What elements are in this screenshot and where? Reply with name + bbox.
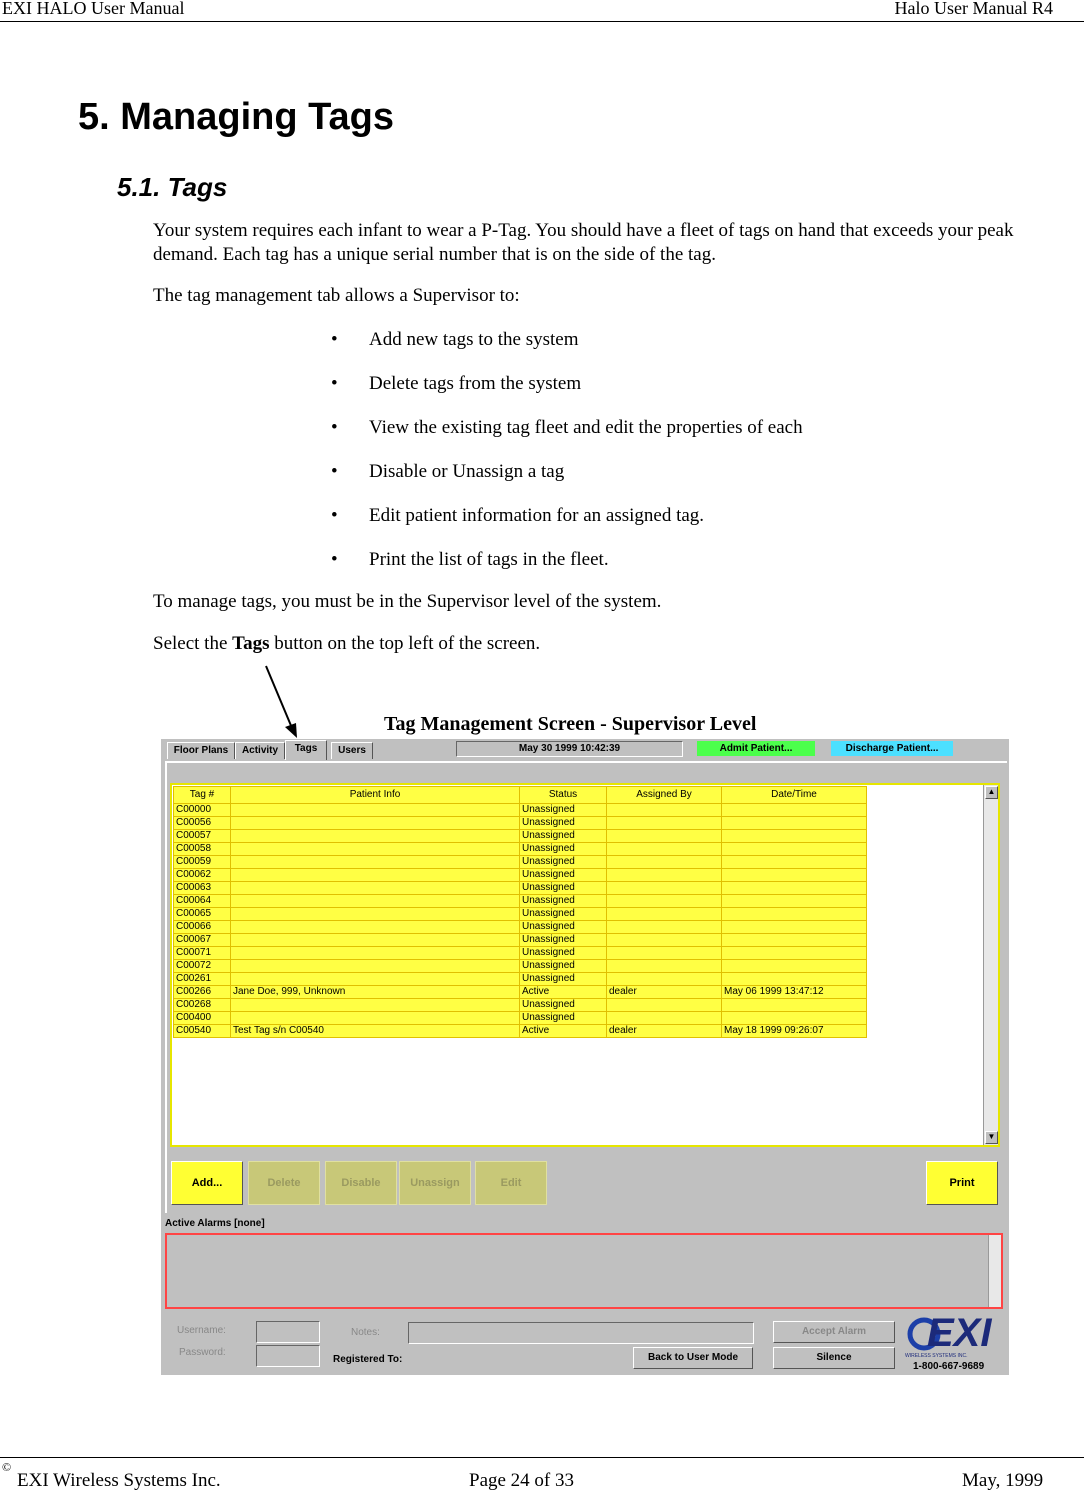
table-row[interactable] [174,986,867,999]
password-label: Password: [179,1347,226,1358]
table-cell [607,882,722,895]
password-input[interactable] [256,1345,320,1367]
table-cell: Jane Doe, 999, Unknown [231,986,520,999]
table-cell [607,973,722,986]
table-row[interactable] [174,804,867,817]
exi-logo [905,1311,1005,1373]
table-cell [722,1012,867,1025]
discharge-patient-button[interactable]: Discharge Patient... [831,741,953,756]
add-button[interactable]: Add... [171,1161,243,1205]
scroll-down-icon[interactable]: ▼ [985,1131,998,1144]
table-cell: Unassigned [520,843,607,856]
table-cell [722,843,867,856]
table-cell [722,908,867,921]
table-row[interactable] [174,960,867,973]
back-to-user-mode-button[interactable]: Back to User Mode [633,1347,753,1369]
table-cell: Unassigned [520,895,607,908]
table-cell: May 18 1999 09:26:07 [722,1025,867,1038]
table-cell: C00540 [174,1025,231,1038]
table-row[interactable] [174,856,867,869]
tag-management-screenshot [161,739,1009,1375]
table-cell: Unassigned [520,947,607,960]
table-cell [722,817,867,830]
table-cell: Unassigned [520,908,607,921]
table-cell [722,947,867,960]
allows-paragraph: The tag management tab allows a Supervisor to: [153,285,520,306]
table-cell: Unassigned [520,934,607,947]
table-cell: Unassigned [520,869,607,882]
table-cell: Active [520,986,607,999]
tab-floor-plans[interactable]: Floor Plans [167,742,235,759]
tag-list [170,783,1000,1147]
table-cell [231,882,520,895]
admit-patient-button[interactable]: Admit Patient... [697,741,815,756]
table-cell: C00072 [174,960,231,973]
table-cell [722,973,867,986]
table-cell [722,921,867,934]
table-cell: C00066 [174,921,231,934]
table-cell: dealer [607,986,722,999]
username-label: Username: [177,1325,226,1336]
logo-subtitle: WIRELESS SYSTEMS INC. [905,1353,968,1359]
table-cell [231,960,520,973]
active-alarms-label: Active Alarms [none] [165,1218,265,1229]
table-cell: Unassigned [520,882,607,895]
tab-users[interactable]: Users [331,742,373,759]
table-cell [231,817,520,830]
alarms-scrollbar[interactable] [988,1235,1001,1307]
footer-company: EXI Wireless Systems Inc. [17,1470,221,1491]
table-cell [607,856,722,869]
logo-text: EXI [927,1311,992,1355]
table-cell: C00400 [174,1012,231,1025]
username-input[interactable] [256,1321,320,1343]
table-cell [607,947,722,960]
notes-input[interactable] [408,1322,754,1344]
table-cell [722,999,867,1012]
table-row[interactable] [174,843,867,856]
table-cell [231,934,520,947]
footer-page-number: Page 24 of 33 [469,1470,575,1491]
notes-label: Notes: [351,1327,380,1338]
table-cell: Unassigned [520,804,607,817]
column-header[interactable]: Date/Time [722,787,867,804]
table-cell [607,804,722,817]
tab-tags[interactable]: Tags [285,740,327,760]
table-cell: May 06 1999 13:47:12 [722,986,867,999]
table-cell: C00000 [174,804,231,817]
table-cell [231,999,520,1012]
tab-activity[interactable]: Activity [235,742,285,759]
silence-button[interactable]: Silence [773,1347,895,1369]
table-cell: Unassigned [520,1012,607,1025]
datetime-display: May 30 1999 10:42:39 [456,741,683,757]
table-cell: Unassigned [520,973,607,986]
header-right: Halo User Manual R4 [894,0,1053,18]
table-cell: Unassigned [520,830,607,843]
section-title: 5.1. Tags [117,172,228,202]
table-cell [231,1012,520,1025]
table-cell [607,830,722,843]
table-cell [607,1012,722,1025]
edit-button[interactable]: Edit [475,1161,547,1205]
table-cell [231,973,520,986]
table-cell: C00063 [174,882,231,895]
table-cell [722,869,867,882]
column-header[interactable]: Status [520,787,607,804]
table-cell [231,830,520,843]
table-row[interactable] [174,947,867,960]
table-row[interactable] [174,830,867,843]
unassign-button[interactable]: Unassign [399,1161,471,1205]
table-cell [607,895,722,908]
table-cell [607,934,722,947]
table-cell [607,999,722,1012]
table-cell [231,843,520,856]
table-row[interactable] [174,869,867,882]
disable-button[interactable]: Disable [325,1161,397,1205]
table-cell: C00071 [174,947,231,960]
phone-number: 1-800-667-9689 [913,1361,985,1372]
table-cell: C00058 [174,843,231,856]
table-cell [722,934,867,947]
table-row[interactable] [174,999,867,1012]
table-cell: C00065 [174,908,231,921]
table-cell: Unassigned [520,921,607,934]
delete-button[interactable]: Delete [248,1161,320,1205]
scroll-up-icon[interactable]: ▲ [985,786,998,799]
table-cell [607,908,722,921]
table-cell: C00261 [174,973,231,986]
table-row[interactable] [174,895,867,908]
table-cell [231,947,520,960]
table-row[interactable] [174,908,867,921]
table-cell: C00064 [174,895,231,908]
tag-table [173,786,867,1038]
list-scrollbar[interactable] [983,785,998,1145]
table-cell [722,804,867,817]
supervisor-note: To manage tags, you must be in the Supervisor level of the system. [153,591,662,612]
footer-rule [0,1457,1084,1458]
table-cell: C00056 [174,817,231,830]
table-cell: Unassigned [520,999,607,1012]
table-row[interactable] [174,1025,867,1038]
table-row[interactable] [174,973,867,986]
select-instruction: Select the Tags button on the top left of the screen. [153,633,541,654]
table-cell [231,804,520,817]
table-cell [231,856,520,869]
table-cell: C00266 [174,986,231,999]
chapter-title: 5. Managing Tags [78,96,395,138]
figure-caption: Tag Management Screen - Supervisor Level [384,713,757,735]
table-cell: C00268 [174,999,231,1012]
table-cell [231,869,520,882]
table-row[interactable] [174,1012,867,1025]
table-cell [607,869,722,882]
registered-to-label: Registered To: [333,1354,403,1365]
column-header[interactable]: Patient Info [231,787,520,804]
table-row[interactable] [174,921,867,934]
table-cell: C00067 [174,934,231,947]
table-row[interactable] [174,817,867,830]
table-cell [231,895,520,908]
table-cell [607,960,722,973]
table-cell [607,817,722,830]
table-cell: Unassigned [520,960,607,973]
table-cell [722,895,867,908]
table-cell: Unassigned [520,817,607,830]
table-cell [607,843,722,856]
copyright-symbol: © [2,1460,12,1474]
header-left: EXI HALO User Manual [2,0,185,18]
table-cell [231,908,520,921]
table-cell [722,856,867,869]
intro-paragraph: Your system requires each infant to wear a P-Tag. You should have a fleet of tags on hand that exceeds your peak demand. Each tag has a unique serial number that is on the side of the tag. [153,220,1014,265]
print-button[interactable]: Print [926,1161,998,1205]
table-row[interactable] [174,934,867,947]
table-cell: Test Tag s/n C00540 [231,1025,520,1038]
table-cell: Unassigned [520,856,607,869]
table-cell: dealer [607,1025,722,1038]
table-cell [722,960,867,973]
column-header[interactable]: Tag # [174,787,231,804]
alarms-list [165,1233,1003,1309]
table-cell [607,921,722,934]
column-header[interactable]: Assigned By [607,787,722,804]
table-cell [722,882,867,895]
table-cell [722,830,867,843]
table-cell: C00059 [174,856,231,869]
table-cell: C00057 [174,830,231,843]
tab-bar [161,739,1009,759]
footer-date: May, 1999 [962,1470,1044,1491]
accept-alarm-button[interactable]: Accept Alarm [773,1321,895,1343]
table-row[interactable] [174,882,867,895]
table-cell: Active [520,1025,607,1038]
table-cell [231,921,520,934]
table-cell: C00062 [174,869,231,882]
table-header-row [174,787,867,804]
